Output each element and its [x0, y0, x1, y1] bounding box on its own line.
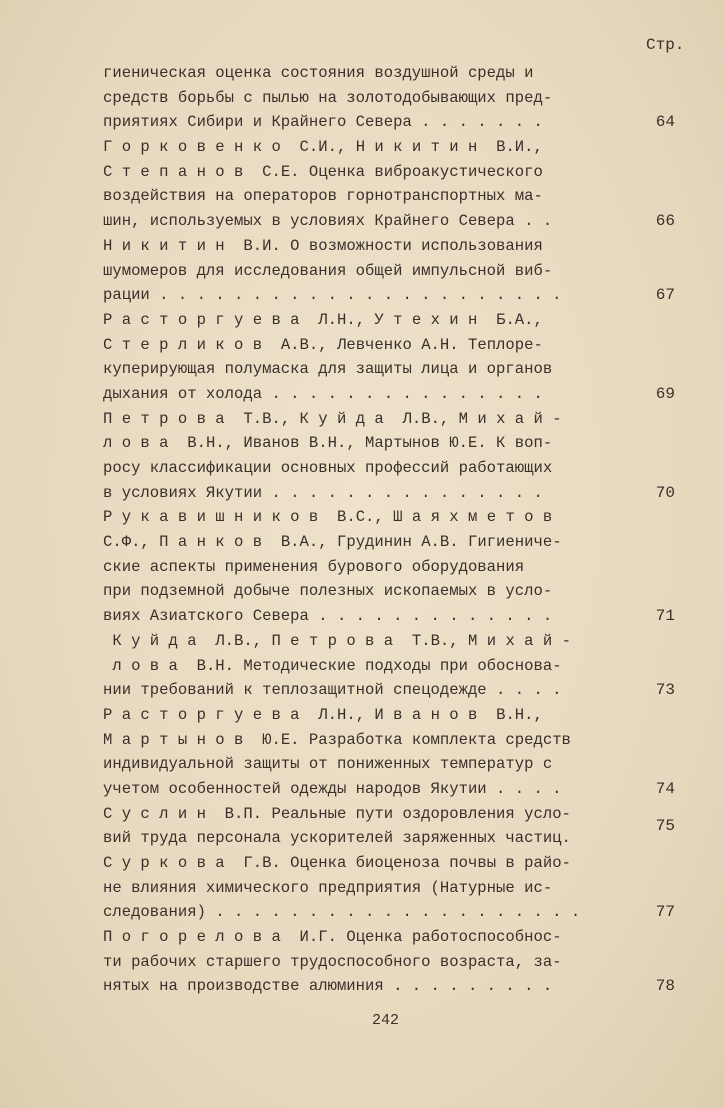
- toc-line: [103, 456, 703, 481]
- toc-text: куперирующая полумаска для защиты лица и органов: [103, 360, 553, 379]
- toc-text: В.С.,: [327, 508, 394, 527]
- toc-text: шумомеров для исследования общей импульсной виб-: [103, 261, 553, 280]
- toc-text: Т.В.,: [234, 409, 300, 428]
- page-number: 242: [372, 1012, 400, 1029]
- toc-page-number: 73: [655, 681, 675, 700]
- toc-text: Л.В.,: [205, 631, 272, 650]
- author-name: Степанов: [103, 162, 253, 181]
- toc-text: С.Е. Оценка виброакустического: [252, 162, 543, 181]
- toc-text: нии требований к теплозащитной спецодежде . . . .: [103, 681, 562, 700]
- toc-text: росу классификации основных профессий работающих: [103, 459, 553, 477]
- toc-text: гиеническая оценка состояния воздушной среды и: [103, 64, 534, 82]
- author-name: Куйда: [299, 409, 394, 428]
- toc-line: [103, 357, 703, 382]
- toc-text: В.Н.,: [486, 705, 543, 724]
- toc-text: Б.А.,: [486, 310, 543, 329]
- toc-text: Л.В.,: [393, 409, 459, 428]
- toc-line: [103, 407, 703, 432]
- toc-text: ти рабочих старшего трудоспособного возраста, за-: [103, 952, 562, 971]
- toc-text: не влияния химического предприятия (Натурные ис-: [103, 878, 553, 897]
- author-name: Суслин: [103, 804, 216, 823]
- toc-text: следования) . . . . . . . . . . . . . . . . . . . .: [103, 903, 581, 922]
- author-name: Погорелова: [103, 928, 291, 947]
- toc-line: [103, 629, 703, 654]
- author-name: Иванов: [374, 705, 487, 724]
- toc-line: [103, 86, 703, 111]
- toc-text: С.И.,: [290, 138, 356, 157]
- toc-text: индивидуальной защиты от пониженных температур с: [103, 755, 553, 774]
- toc-line: [103, 234, 703, 259]
- toc-text: приятиях Сибири и Крайнего Севера . . . . . . .: [103, 113, 543, 132]
- author-name: лова: [103, 434, 178, 453]
- toc-page-number: 75: [655, 817, 675, 836]
- toc-text: нятых на производстве алюминия . . . . . . . . .: [103, 977, 553, 996]
- toc-line: [103, 382, 703, 407]
- toc-text: В.П. Реальные пути оздоровления усло-: [215, 804, 571, 823]
- table-of-contents: [103, 61, 703, 999]
- toc-line: [103, 900, 703, 925]
- toc-page-number: 77: [655, 903, 675, 922]
- toc-line: [103, 728, 703, 753]
- toc-text: средств борьбы с пылью на золотодобывающих пред-: [103, 88, 553, 107]
- toc-text: В.Н. Методические подходы при обоснова-: [187, 656, 562, 675]
- toc-line: [103, 481, 703, 506]
- toc-line: [103, 184, 703, 209]
- author-name: Расторгуева: [103, 705, 309, 724]
- author-name: Стерликов: [103, 335, 272, 354]
- toc-page-number: 78: [655, 977, 675, 996]
- toc-line: [103, 752, 703, 777]
- toc-text: В.И.,: [486, 138, 543, 157]
- toc-text: Г.В. Оценка биоценоза почвы в райо-: [234, 854, 571, 872]
- toc-text: [103, 632, 112, 650]
- toc-line: [103, 876, 703, 901]
- toc-text: рации . . . . . . . . . . . . . . . . . . . . . .: [103, 286, 562, 305]
- author-name: Петрова: [103, 409, 235, 428]
- author-name: Утехин: [374, 310, 487, 329]
- author-name: Суркова: [103, 854, 235, 872]
- author-name: Расторгуева: [103, 310, 309, 329]
- toc-text: в условиях Якутии . . . . . . . . . . . . . . .: [103, 483, 543, 502]
- toc-text: Ю.Е. Разработка комплекта средств: [252, 730, 571, 749]
- toc-line: [103, 950, 703, 975]
- toc-text: Л.Н.,: [308, 310, 375, 329]
- toc-text: дыхания от холода . . . . . . . . . . . . . . .: [103, 384, 543, 403]
- toc-text: Л.Н.,: [308, 705, 375, 724]
- toc-page-number: 74: [655, 779, 675, 798]
- toc-line: [103, 160, 703, 185]
- toc-line: [103, 431, 703, 456]
- toc-line: [103, 530, 703, 555]
- toc-line: [103, 555, 703, 580]
- toc-line: [103, 703, 703, 728]
- toc-line: [103, 308, 703, 333]
- toc-line: [103, 654, 703, 679]
- toc-line: [103, 604, 703, 629]
- toc-text: учетом особенностей одежды народов Якутии . . . .: [103, 779, 562, 798]
- author-name: Никитин: [355, 138, 487, 157]
- author-name: Петрова: [271, 631, 403, 650]
- author-name: Панков: [159, 533, 272, 552]
- toc-text: виях Азиатского Севера . . . . . . . . . . . . .: [103, 607, 553, 626]
- author-name: Рукавишников: [103, 508, 328, 527]
- author-name: Мартынов: [103, 730, 253, 749]
- toc-text: А.В., Левченко А.Н. Теплоре-: [271, 335, 543, 354]
- toc-line: [103, 61, 703, 86]
- author-name: лова: [112, 656, 188, 675]
- toc-page-number: 69: [655, 384, 675, 403]
- toc-line: [103, 110, 703, 135]
- toc-text: вий труда персонала ускорителей заряженных частиц.: [103, 829, 571, 848]
- toc-line: [103, 579, 703, 604]
- toc-text: ские аспекты применения бурового оборудования: [103, 557, 525, 576]
- toc-text: В.А., Грудинин А.В. Гигиениче-: [271, 533, 562, 552]
- toc-page-number: 67: [655, 286, 675, 305]
- toc-line: [103, 802, 703, 827]
- toc-line: [103, 925, 703, 950]
- author-name: Михай-: [458, 409, 571, 428]
- toc-page-number: 66: [655, 212, 675, 231]
- toc-page-number: 70: [655, 483, 675, 502]
- toc-text: И.Г. Оценка работоспособнос-: [290, 928, 562, 947]
- toc-page-number: 64: [655, 113, 675, 132]
- toc-line: [103, 817, 703, 851]
- toc-line: [103, 283, 703, 308]
- toc-text: при подземной добыче полезных ископаемых в усло-: [103, 582, 553, 601]
- page-column-header: Стр.: [646, 36, 685, 54]
- author-name: Куйда: [112, 631, 206, 650]
- toc-page-number: 71: [655, 607, 675, 626]
- toc-line: [103, 974, 703, 999]
- toc-line: [103, 209, 703, 234]
- toc-text: Т.В.,: [402, 631, 469, 650]
- toc-line: [103, 777, 703, 802]
- author-name: Михай-: [468, 631, 581, 650]
- author-name: Горковенко: [103, 138, 291, 157]
- toc-line: [103, 333, 703, 358]
- author-name: Шаяхметов: [393, 508, 562, 527]
- toc-line: [103, 505, 703, 530]
- toc-text: шин, используемых в условиях Крайнего Севера . .: [103, 212, 553, 231]
- toc-line: [103, 259, 703, 284]
- toc-line: [103, 135, 703, 160]
- toc-line: [103, 678, 703, 703]
- toc-text: [103, 657, 112, 675]
- toc-text: воздействия на операторов горнотранспортных ма-: [103, 187, 543, 206]
- toc-text: С.Ф.,: [103, 533, 160, 552]
- toc-text: В.И. О возможности использования: [234, 236, 543, 255]
- toc-line: [103, 851, 703, 876]
- author-name: Никитин: [103, 236, 235, 255]
- toc-text: В.Н., Иванов В.Н., Мартынов Ю.Е. К воп-: [177, 434, 553, 453]
